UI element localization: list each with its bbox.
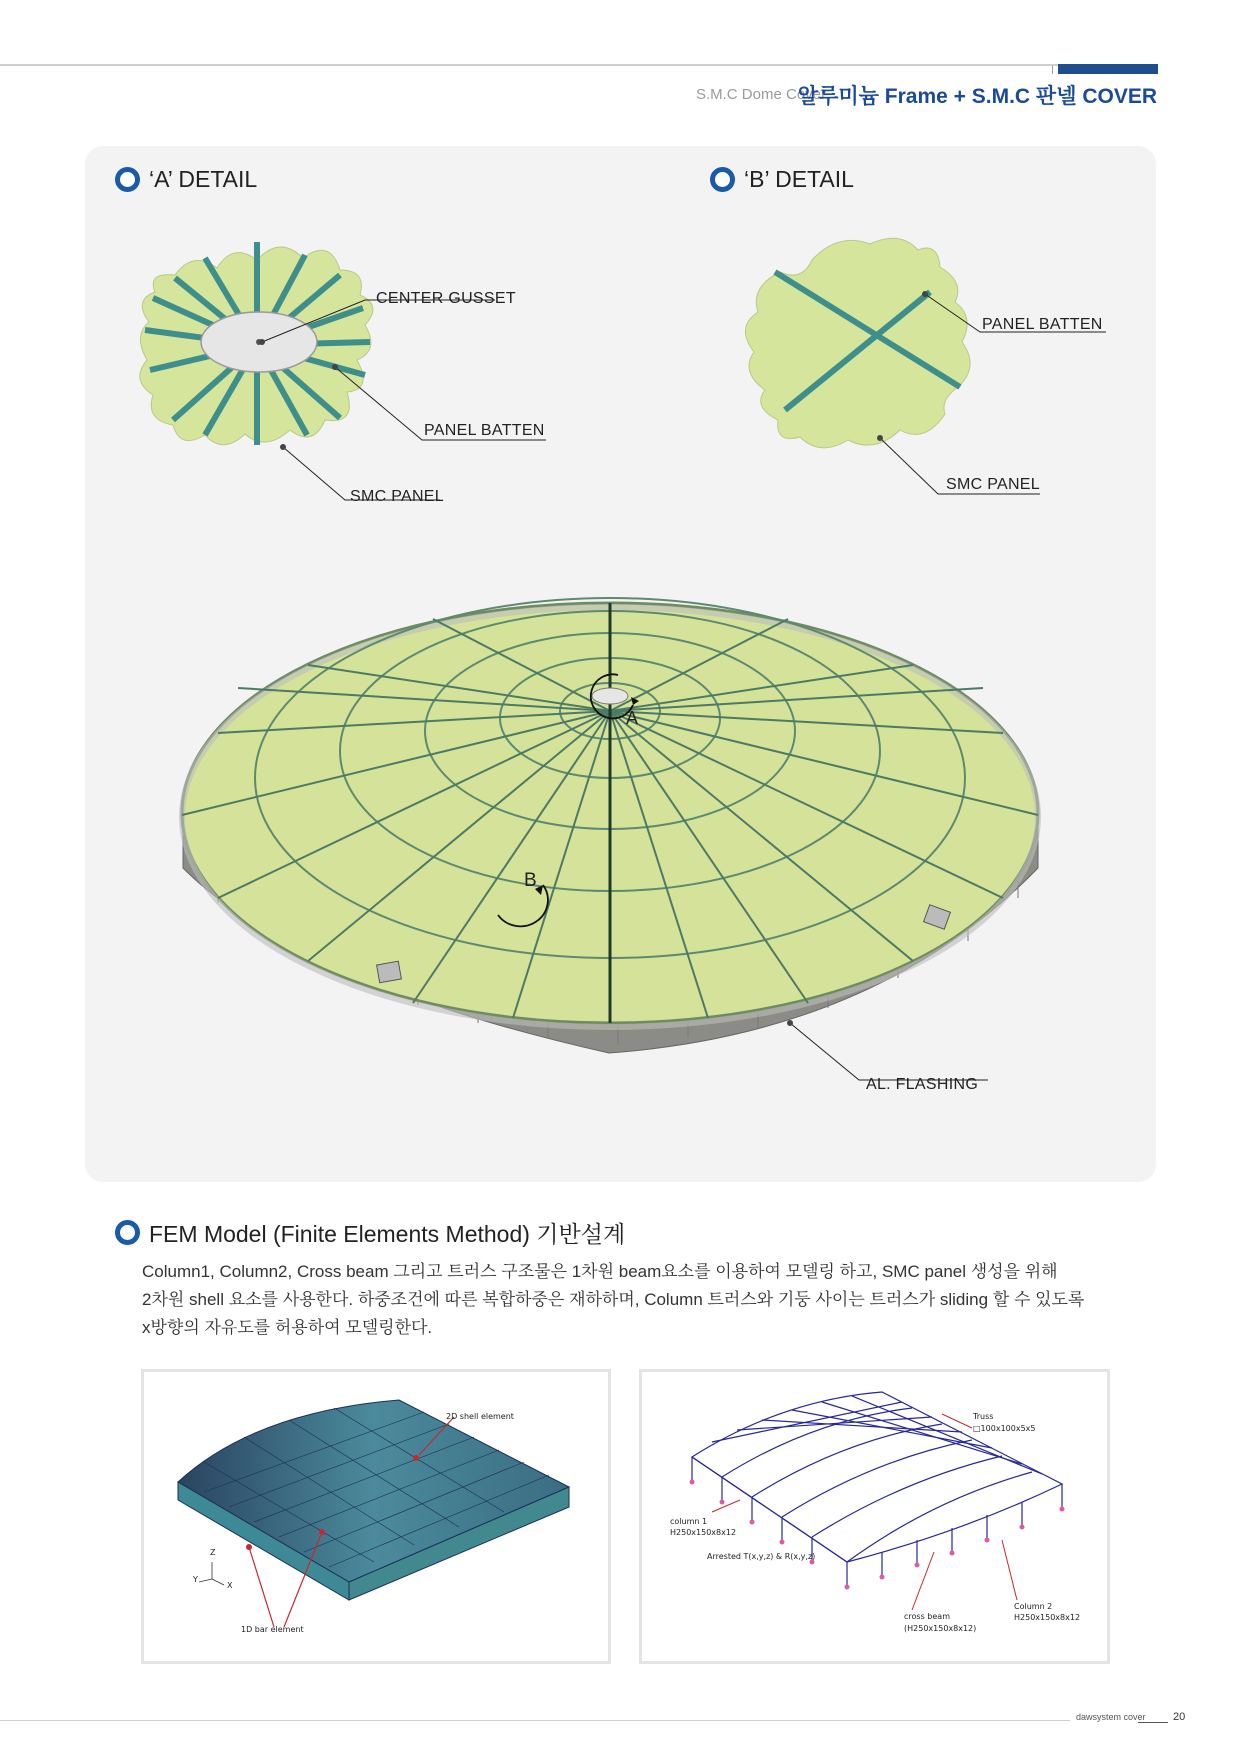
footer-brand: dawsystem cover — [1076, 1712, 1146, 1722]
bullet-icon — [710, 167, 735, 192]
label-1d-bar: 1D bar element — [241, 1625, 304, 1634]
detail-b-illustration — [740, 232, 1110, 492]
bullet-icon — [115, 167, 140, 192]
callout-center-gusset: CENTER GUSSET — [376, 290, 516, 307]
bullet-icon — [115, 1220, 140, 1245]
footer-line — [1138, 1722, 1168, 1723]
header-accent-bar — [1058, 64, 1158, 74]
label-cross-beam: cross beam — [904, 1612, 950, 1621]
dome-marker-a: A — [626, 708, 639, 728]
label-arrested: Arrested T(x,y,z) & R(x,y,z) — [707, 1552, 816, 1561]
label-column-1-spec: H250x150x8x12 — [670, 1528, 737, 1537]
header-title: 알루미늄 Frame + S.M.C 판넬 COVER — [797, 85, 1157, 108]
label-truss: Truss — [973, 1412, 994, 1421]
axis-z: Z — [210, 1548, 216, 1557]
dome-center-gusset — [592, 688, 628, 704]
detail-a-title: ‘A’ DETAIL — [149, 166, 258, 192]
label-cross-beam-spec: (H250x150x8x12) — [904, 1624, 977, 1633]
dome-illustration — [178, 553, 1058, 1113]
fem-figure-truss — [639, 1369, 1110, 1664]
label-2d-shell: 2D shell element — [446, 1412, 514, 1421]
detail-a-illustration — [135, 230, 555, 520]
header-rule — [0, 64, 1150, 66]
label-column-2-spec: H250x150x8x12 — [1014, 1613, 1081, 1622]
fem-paragraph-line: x방향의 자유도를 허용하여 모델링한다. — [142, 1318, 433, 1337]
support-markers — [690, 1480, 1065, 1590]
callout-b-smc-panel: SMC PANEL — [946, 476, 1040, 493]
footer-rule — [0, 1720, 1070, 1721]
dome-marker-b: B — [524, 870, 537, 891]
detail-b-title: ‘B’ DETAIL — [744, 166, 854, 192]
fem-title: FEM Model (Finite Elements Method) 기반설계 — [149, 1221, 626, 1247]
label-truss-spec: □100x100x5x5 — [973, 1424, 1036, 1433]
label-column-2: Column 2 — [1014, 1602, 1053, 1611]
fem-description — [142, 1258, 1132, 1342]
header-tick — [1052, 66, 1053, 74]
callout-al-flashing: AL. FLASHING — [866, 1076, 979, 1093]
label-column-1: column 1 — [670, 1517, 708, 1526]
callout-a-smc-panel: SMC PANEL — [350, 488, 444, 505]
detail-b-heading — [710, 166, 854, 193]
detail-a-heading — [115, 166, 257, 193]
callout-a-panel-batten: PANEL BATTEN — [424, 422, 545, 439]
fem-paragraph-line: 2차원 shell 요소를 사용한다. 하중조건에 따른 복합하중은 재하하며, Column 트러스와 기둥 사이는 트러스가 sliding 할 수 있도록 — [142, 1290, 1085, 1309]
axis-y: Y — [193, 1575, 198, 1584]
fem-figure-shell — [141, 1369, 611, 1664]
header-subtitle: S.M.C Dome Cover — [695, 86, 826, 103]
axis-triad-icon — [199, 1562, 224, 1585]
hatch-left — [377, 961, 402, 983]
page-number: 20 — [1173, 1711, 1186, 1723]
fem-heading — [115, 1216, 625, 1249]
shell-model-drawing — [144, 1372, 608, 1661]
fem-paragraph-line: Column1, Column2, Cross beam 그리고 트러스 구조물은 1차원 beam요소를 이용하여 모델링 하고, SMC panel 생성을 위해 — [142, 1262, 1058, 1281]
axis-x: X — [227, 1581, 233, 1590]
callout-b-panel-batten: PANEL BATTEN — [982, 316, 1103, 333]
